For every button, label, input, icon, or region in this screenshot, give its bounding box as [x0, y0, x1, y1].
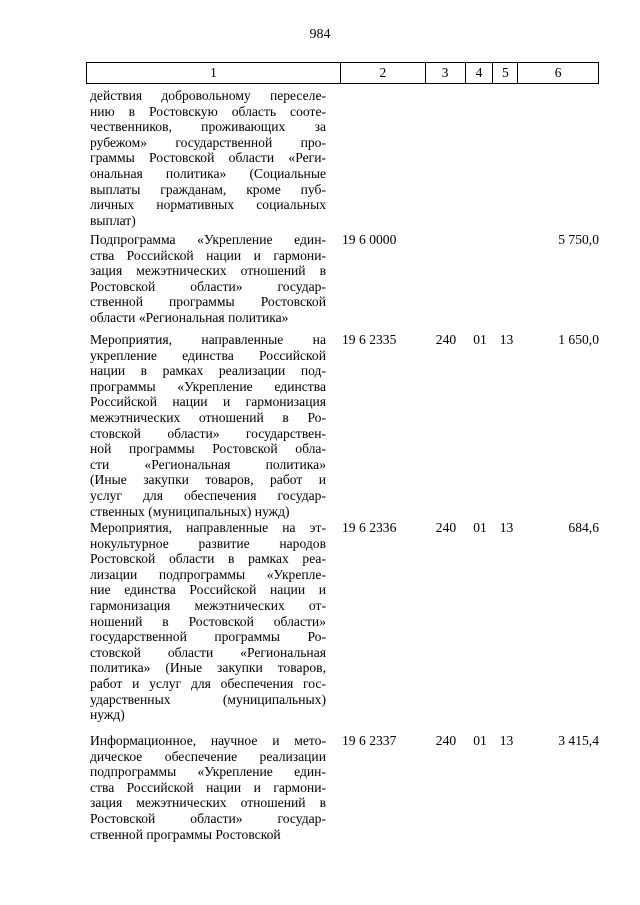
description-line: программы «Укрепление единства — [90, 378, 326, 394]
description-line: личных нормативных социальных — [90, 197, 326, 213]
description-line: гармонизация межэтнических от- — [90, 597, 326, 613]
row-description — [90, 520, 326, 723]
description-line: работ и услуг для обеспечения гос- — [90, 675, 326, 691]
description-line: ной программы Ростовской обла- — [90, 441, 326, 457]
description-line: стовской области» государствен- — [90, 425, 326, 441]
description-line: лизации подпрограммы «Укрепле- — [90, 566, 326, 582]
description-line: рубежом» государственной про- — [90, 134, 326, 150]
code-cell: 19 6 2337 — [342, 733, 397, 748]
row-description — [90, 232, 326, 326]
amount-cell: 5 750,0 — [558, 232, 599, 247]
expense-type-cell: 240 — [435, 520, 457, 535]
expense-type-cell: 240 — [435, 733, 457, 748]
page-number: 984 — [309, 27, 331, 42]
row-description — [90, 332, 326, 519]
description-line: ственных (муниципальных) нужд) — [90, 503, 290, 519]
description-line: Ростовской области» государ- — [90, 810, 326, 826]
description-line: зация межэтнических отношений в — [90, 263, 326, 279]
description-line: Российской нации и гармонизация — [90, 394, 326, 410]
column-header-6: 6 — [554, 65, 562, 80]
description-line: межэтнических отношений в Ро- — [90, 409, 326, 425]
description-line: ональная политика» (Социальные — [90, 165, 326, 181]
description-line: политика» (Иные закупки товаров, — [90, 660, 326, 676]
amount-cell: 1 650,0 — [558, 332, 599, 347]
description-line: услуг для обеспечения государ- — [90, 487, 326, 503]
description-line: выплаты гражданам, кроме пуб- — [90, 181, 326, 197]
description-line: граммы Ростовской области «Реги- — [90, 150, 326, 166]
description-line: действия добровольному переселе- — [90, 88, 326, 103]
description-line: ственной программы Ростовской — [90, 294, 326, 310]
description-line: чественников, проживающих за — [90, 119, 326, 135]
description-line: государственной программы Ро- — [90, 629, 326, 645]
subsection-cell: 13 — [499, 332, 514, 347]
code-cell: 19 6 0000 — [342, 232, 397, 247]
description-line: Информационное, научное и мето- — [90, 733, 326, 748]
description-line: сти «Региональная политика» — [90, 456, 326, 472]
code-cell: 19 6 2335 — [342, 332, 397, 347]
description-line: стовской области «Региональная — [90, 644, 326, 660]
column-header-1: 1 — [87, 63, 341, 83]
amount-cell: 3 415,4 — [558, 733, 599, 748]
row-description — [90, 88, 326, 228]
description-line: ударственных (муниципальных) — [90, 691, 326, 707]
description-line: подпрограммы «Укрепление един- — [90, 764, 326, 780]
description-line: (Иные закупки товаров, работ и — [90, 472, 326, 488]
description-line: области «Региональная политика» — [90, 309, 289, 325]
amount-cell: 684,6 — [568, 520, 599, 535]
description-line: зация межэтнических отношений в — [90, 795, 326, 811]
section-cell: 01 — [473, 520, 487, 535]
column-header-4: 4 — [466, 63, 494, 83]
description-line: Мероприятия, направленные на — [90, 332, 326, 347]
code-cell: 19 6 2336 — [342, 520, 397, 535]
description-line: нию в Ростовскую область сооте- — [90, 103, 326, 119]
column-header-3: 3 — [426, 63, 466, 83]
description-line: укрепление единства Российской — [90, 347, 326, 363]
description-line: ства Российской нации и гармони- — [90, 779, 326, 795]
description-line: нации в рамках реализации под- — [90, 363, 326, 379]
column-header-2: 2 — [341, 63, 426, 83]
description-line: нужд) — [90, 707, 125, 723]
subsection-cell: 13 — [499, 520, 514, 535]
section-cell: 01 — [473, 733, 487, 748]
description-line: ства Российской нации и гармони- — [90, 247, 326, 263]
description-line: ственной программы Ростовской — [90, 826, 281, 842]
expense-type-cell: 240 — [435, 332, 457, 347]
description-line: ношений в Ростовской области» — [90, 613, 326, 629]
section-cell: 01 — [473, 332, 487, 347]
description-line: Мероприятия, направленные на эт- — [90, 520, 326, 535]
description-line: нокультурное развитие народов — [90, 535, 326, 551]
description-line: Ростовской области» государ- — [90, 278, 326, 294]
description-line: выплат) — [90, 212, 136, 228]
description-line: ние единства Российской нации и — [90, 582, 326, 598]
description-line: Ростовской области в рамках реа- — [90, 551, 326, 567]
row-description — [90, 733, 326, 842]
description-line: Подпрограмма «Укрепление един- — [90, 232, 326, 247]
subsection-cell: 13 — [499, 733, 514, 748]
column-header-5: 5 — [493, 63, 518, 83]
table-header — [86, 62, 599, 84]
description-line: дическое обеспечение реализации — [90, 748, 326, 764]
